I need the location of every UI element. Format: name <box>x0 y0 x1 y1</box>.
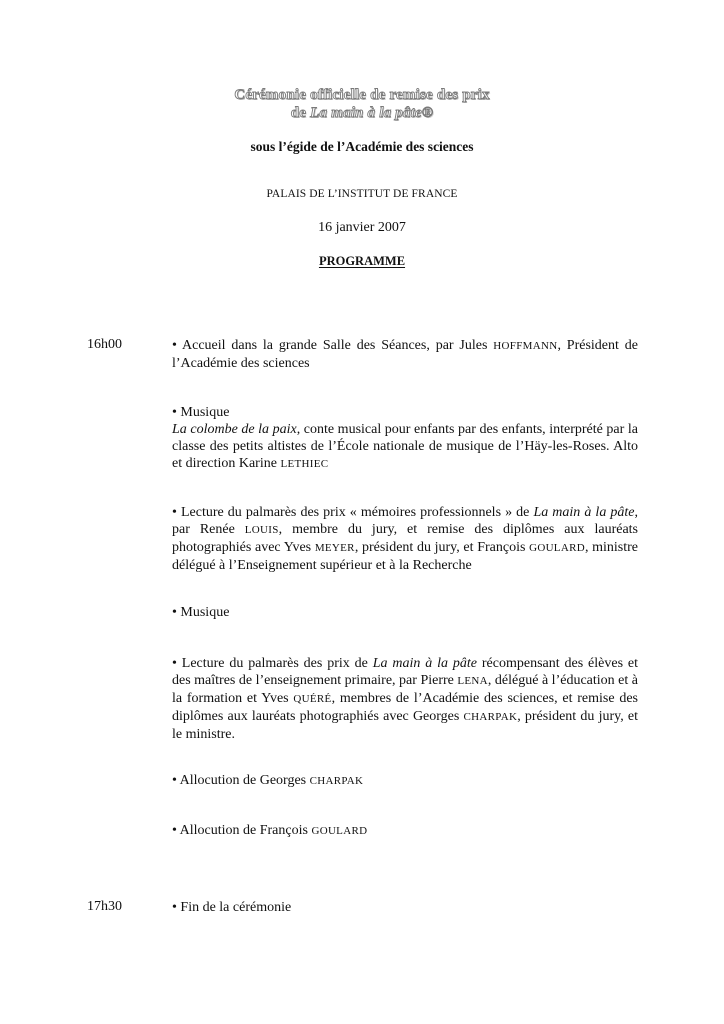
person-name: GOULARD <box>529 542 585 554</box>
program-item-end: • Fin de la cérémonie <box>172 900 292 915</box>
italic-name: La main à la pâte <box>372 656 478 671</box>
person-name: GOULARD <box>311 825 368 837</box>
ceremony-title-line2 <box>0 105 724 122</box>
item-text: , président du jury, et le ministre. <box>172 709 638 742</box>
item-label: • Musique <box>172 405 230 420</box>
program-item-speech-goulard <box>172 822 638 840</box>
item-description <box>172 421 638 473</box>
program-item-music-1 <box>172 404 638 473</box>
item-text: , Président de l’Académie des sciences <box>172 338 638 371</box>
title-italic-name: La main à la pâte <box>310 105 422 121</box>
item-text: , conte musical pour enfants par des enfants, interprété par la classe des petits altistes de l’École nationale de musique de l’Häy-les-Roses. Alto et direction Karine <box>172 422 638 471</box>
item-text: , président du jury, et François <box>354 540 530 555</box>
item-text: • Lecture du palmarès des prix de <box>172 656 373 671</box>
person-name: LETHIEC <box>280 458 329 470</box>
person-name: CHARPAK <box>463 711 518 723</box>
time-start: 16h00 <box>87 337 122 352</box>
item-text: récompensant des élèves et des maîtres de l’enseignement primaire, par Pierre <box>172 656 639 688</box>
venue: PALAIS DE L’INSTITUT DE FRANCE <box>266 188 458 200</box>
person-name: MEYER <box>314 542 355 554</box>
date: 16 janvier 2007 <box>318 220 406 235</box>
program-item-welcome <box>172 337 638 372</box>
item-text: • Accueil dans la grande Salle des Séances, par Jules <box>172 338 494 353</box>
item-text: , délégué à l’éducation et à la formation et Yves <box>172 673 638 706</box>
work-title: La colombe de la paix <box>172 422 297 437</box>
program-item-speech-charpak <box>172 772 638 790</box>
item-text: , membres de l’Académie des sciences, et remise des diplômes aux lauréats photographiés avec Georges <box>172 691 639 724</box>
person-name: QUÉRÉ <box>293 693 332 705</box>
program-item-music-2: • Musique <box>172 605 230 620</box>
person-name: HOFFMANN <box>493 340 558 352</box>
ceremony-title-line1: Cérémonie officielle de remise des prix <box>234 87 490 103</box>
time-end: 17h30 <box>87 899 122 914</box>
person-name: LOUIS <box>244 524 279 536</box>
program-item-primary-awards <box>172 655 638 743</box>
programme-heading: PROGRAMME <box>318 254 406 268</box>
item-text: • Allocution de Georges <box>172 773 310 788</box>
item-text: • Allocution de François <box>172 823 312 838</box>
person-name: LENA <box>457 675 488 687</box>
italic-name: La main à la pâte <box>533 505 635 520</box>
title-prefix: de <box>290 105 311 121</box>
item-text: • Lecture du palmarès des prix « mémoires professionnels » de <box>172 505 534 520</box>
item-text: , ministre délégué à l’Enseignement supérieur et à la Recherche <box>172 540 639 573</box>
subtitle: sous l’égide de l’Académie des sciences <box>250 139 474 154</box>
person-name: CHARPAK <box>309 775 364 787</box>
item-text: , par Renée <box>172 505 638 537</box>
program-item-professional-awards <box>172 504 638 574</box>
title-registered-mark: ® <box>421 105 434 121</box>
item-text: , membre du jury, et remise des diplômes aux lauréats photographiés avec Yves <box>172 522 638 555</box>
